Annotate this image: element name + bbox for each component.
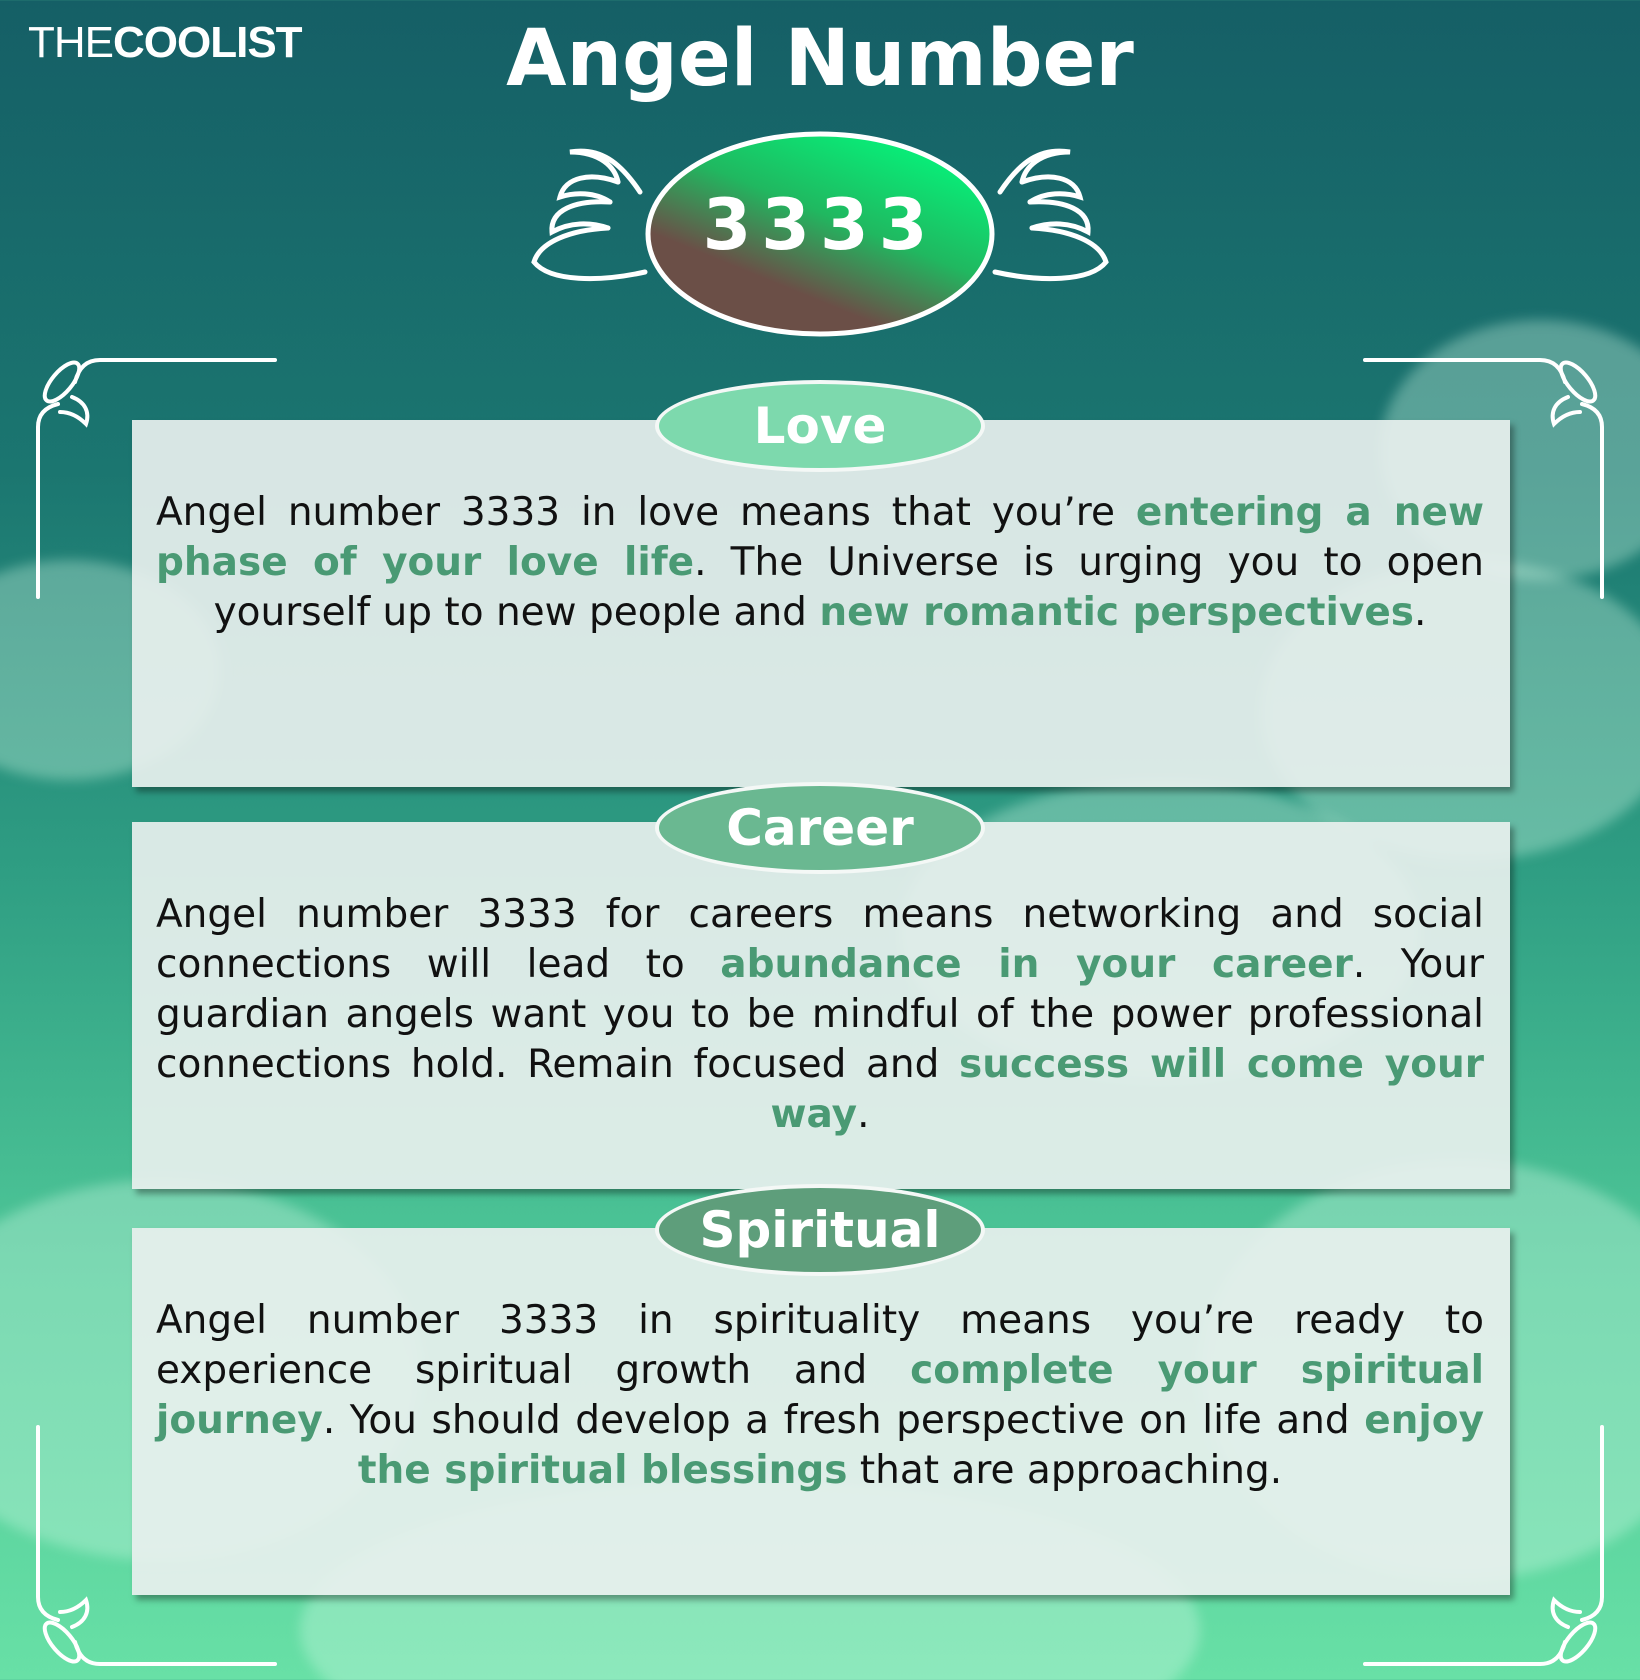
highlight-text: new romantic perspectives — [819, 590, 1415, 635]
love-label: Love — [655, 380, 985, 472]
brand-logo-coolist: COOLIST — [113, 18, 302, 67]
body-text: . You should develop a fresh perspective on life and — [322, 1398, 1365, 1443]
body-text: Angel number 3333 in spirituality means you’re ready to experience spiritual growth and — [156, 1298, 1484, 1393]
career-description — [156, 890, 1484, 1140]
spiritual-card — [132, 1228, 1510, 1595]
body-text: Angel number 3333 in love means that you’re — [156, 490, 1136, 535]
angel-number-badge — [520, 122, 1120, 347]
brand-logo-the: THE — [28, 18, 113, 67]
career-label: Career — [655, 782, 985, 874]
love-card — [132, 420, 1510, 787]
highlight-text: complete your spiritual journey — [156, 1348, 1484, 1443]
angel-number-value: 3333 — [702, 184, 938, 266]
body-text: . Your guardian angels want you to be mindful of the power professional connections hold. Remain focused and — [156, 942, 1485, 1087]
highlight-text: success will come your way — [770, 1042, 1484, 1137]
highlight-text: entering a new phase of your love life — [156, 490, 1485, 585]
spiritual-description — [156, 1296, 1484, 1496]
highlight-text: enjoy the spiritual blessings — [357, 1398, 1484, 1493]
body-text: that are approaching. — [847, 1448, 1283, 1493]
love-description — [156, 488, 1484, 638]
body-text: . — [857, 1092, 870, 1137]
body-text: . — [1414, 590, 1427, 635]
body-text: Angel number 3333 for careers means networking and social connections will lead to — [156, 892, 1484, 987]
highlight-text: abundance in your career — [720, 942, 1353, 987]
spiritual-label: Spiritual — [655, 1184, 985, 1276]
page-title: Angel Number — [506, 14, 1134, 104]
career-card — [132, 822, 1510, 1189]
body-text: . The Universe is urging you to open yourself up to new people and — [213, 540, 1485, 635]
